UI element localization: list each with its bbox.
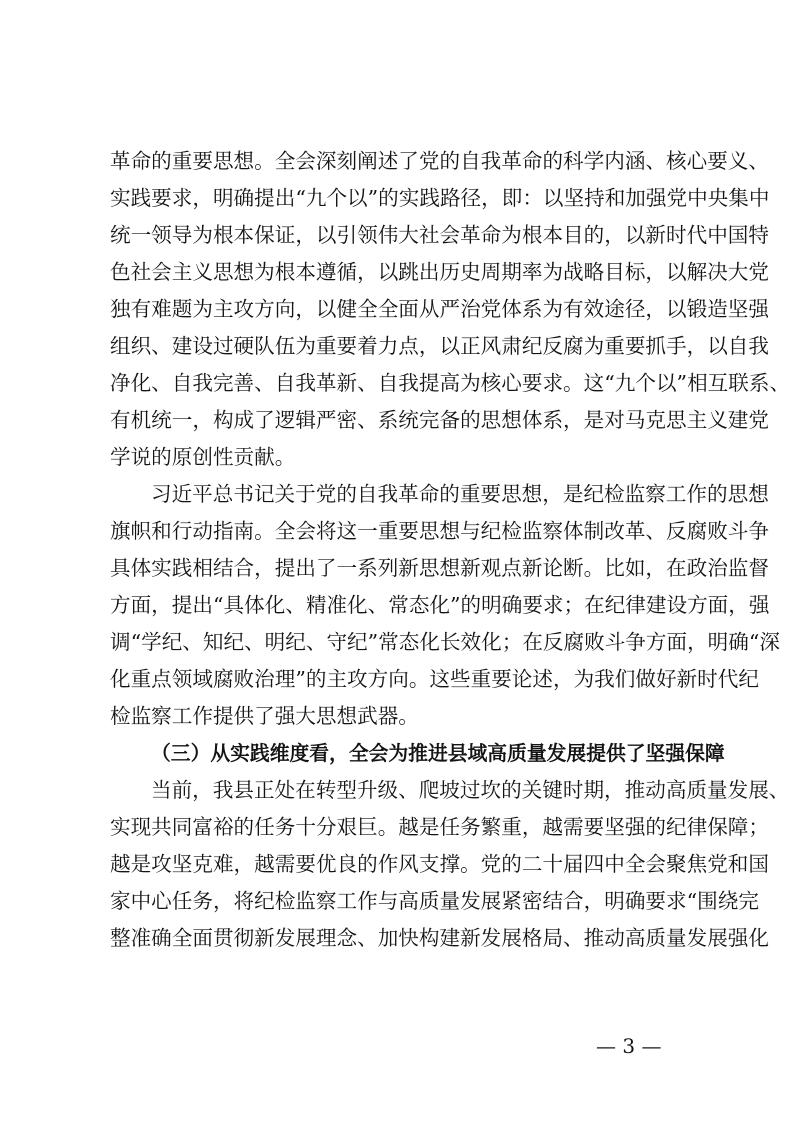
text-line: 整准确全面贯彻新发展理念、加快构建新发展格局、推动高质量发展强化: [110, 926, 769, 950]
text-line: 具体实践相结合，提出了一系列新思想新观点新论断。比如，在政治监督: [110, 556, 769, 580]
text-line: 当前，我县正处在转型升级、爬坡过坎的关键时期，推动高质量发展、: [151, 778, 790, 802]
page-number: — 3 —: [596, 1034, 662, 1058]
text-line: 调“学纪、知纪、明纪、守纪”常态化长效化；在反腐败斗争方面，明确“深: [110, 630, 780, 654]
text-line: 革命的重要思想。全会深刻阐述了党的自我革命的科学内涵、核心要义、: [110, 149, 769, 173]
text-line: 化重点领域腐败治理”的主攻方向。这些重要论述，为我们做好新时代纪: [110, 667, 759, 691]
document-body: [110, 143, 791, 957]
text-line: 实现共同富裕的任务十分艰巨。越是任务繁重，越需要坚强的纪律保障；: [110, 815, 769, 839]
text-line: 实践要求，明确提出“九个以”的实践路径，即：以坚持和加强党中央集中: [110, 186, 770, 210]
text-line: 统一领导为根本保证，以引领伟大社会革命为根本目的，以新时代中国特: [110, 223, 769, 247]
text-line: 方面，提出“具体化、精准化、常态化”的明确要求；在纪律建设方面，强: [110, 593, 770, 617]
text-line: 有机统一，构成了逻辑严密、系统完备的思想体系，是对马克思主义建党: [110, 408, 769, 432]
text-line: 旗帜和行动指南。全会将这一重要思想与纪检监察体制改革、反腐败斗争: [110, 519, 769, 543]
text-line: 组织、建设过硬队伍为重要着力点，以正风肃纪反腐为重要抓手，以自我: [110, 334, 769, 358]
text-line: 习近平总书记关于党的自我革命的重要思想，是纪检监察工作的思想: [151, 482, 769, 506]
section-heading: （三）从实践维度看，全会为推进县域高质量发展提供了坚强保障: [151, 742, 725, 765]
text-line: 色社会主义思想为根本遵循，以跳出历史周期率为战略目标，以解决大党: [110, 260, 769, 284]
text-line: 净化、自我完善、自我革新、自我提高为核心要求。这“九个以”相互联系、: [110, 371, 791, 395]
text-line: 家中心任务，将纪检监察工作与高质量发展紧密结合，明确要求“围绕完: [110, 889, 759, 913]
text-line: 越是攻坚克难，越需要优良的作风支撑。党的二十届四中全会聚焦党和国: [110, 852, 769, 876]
text-line: 学说的原创性贡献。: [110, 445, 296, 469]
text-line: 独有难题为主攻方向，以健全全面从严治党体系为有效途径，以锻造坚强: [110, 297, 769, 321]
text-line: 检监察工作提供了强大思想武器。: [110, 704, 419, 728]
